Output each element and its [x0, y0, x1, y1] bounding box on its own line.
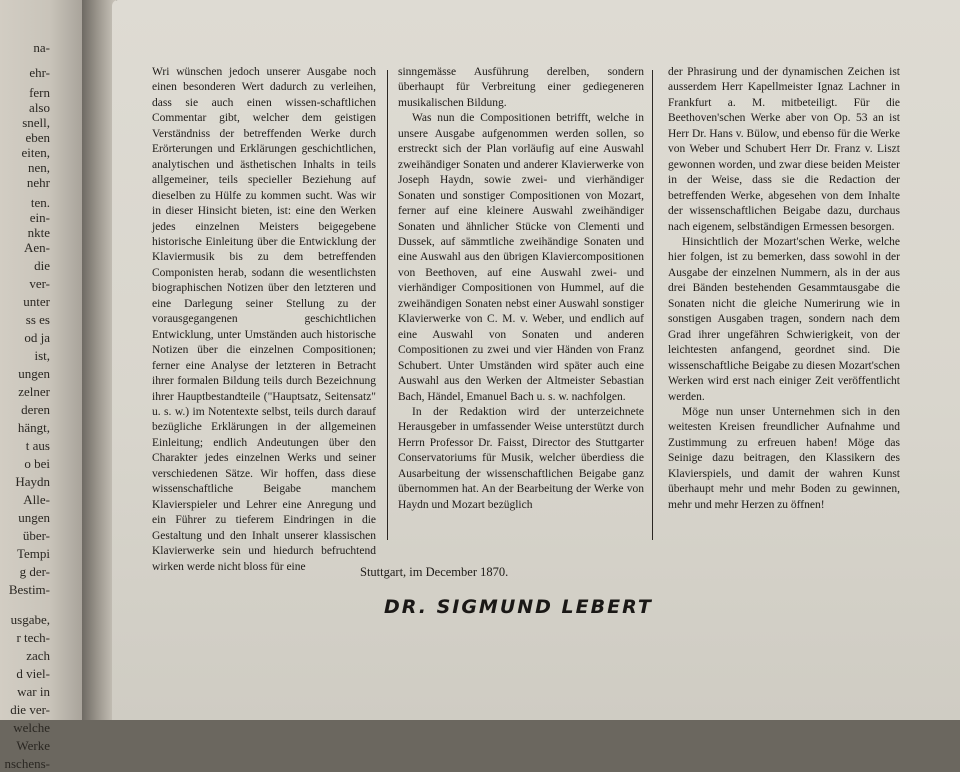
left-page-line: snell,	[22, 115, 50, 130]
left-page-line: eiten,	[21, 145, 50, 160]
text-column-3	[668, 65, 900, 513]
column-2-paragraph-3: In der Redaktion wird der unterzeichnete Herausgeber in umfassender Weise unterstützt durch Herrn Professor Dr. Faisst, Director des Stuttgarter Conservatoriums für Musik, welcher überdiess die Ausarbeitung der wissenschaftlichen Beigabe ganz übernommen hat. An der Bearbeitung der Werke von Haydn und Mozart bezüglich	[398, 405, 644, 511]
column-3-paragraph-3: Möge nun unser Unternehmen sich in den weitesten Kreisen freundlicher Aufnahme und Zustimmung zu erfreuen haben! Möge das Seinige dazu beitragen, den Klassikern des Klavierspiels, und damit der wahren Kunst überhaupt mehr und mehr Boden zu gewinnen, mehr und mehr Herzen zu öffnen!	[668, 405, 900, 511]
left-page-line: zach	[26, 648, 50, 663]
left-page-line: d viel-	[16, 666, 50, 681]
left-page-line: o bei	[24, 456, 50, 471]
left-page-line: Alle-	[23, 492, 50, 507]
column-2-paragraph-1: sinngemässe Ausführung derelben, sondern überhaupt für Verbreitung einer gediegeneren musikalischen Bildung.	[398, 66, 644, 109]
left-page-line: fern	[29, 85, 50, 100]
left-page-line: unter	[23, 294, 50, 309]
left-page-line: Aen-	[24, 240, 50, 255]
left-page-line: ehr-	[29, 65, 50, 80]
text-column-2	[398, 65, 644, 513]
left-page-line: die	[34, 258, 50, 273]
left-page-line: nehr	[26, 175, 50, 190]
left-page-line: ten.	[30, 195, 50, 210]
left-page-line: war in	[17, 684, 50, 699]
text-column-1	[152, 65, 376, 575]
dateline: Stuttgart, im December 1870.	[360, 565, 509, 579]
left-page-line: also	[29, 100, 50, 115]
left-page-line: ss es	[25, 312, 50, 327]
left-page-line: ungen	[18, 510, 50, 525]
left-page-line: deren	[21, 402, 50, 417]
left-page-line: hängt,	[17, 420, 50, 435]
left-page-line: Bestim-	[8, 582, 50, 597]
left-page-line: welche	[13, 720, 50, 735]
left-page-line: ein-	[29, 210, 50, 225]
left-page-line: ver-	[29, 276, 50, 291]
author-signature: DR. SIGMUND LEBERT	[384, 596, 653, 618]
left-page-line: die ver-	[10, 702, 50, 717]
main-page	[112, 0, 960, 720]
column-1-paragraph: Wri wünschen jedoch unserer Ausgabe noch einen besonderen Wert dadurch zu verleihen, dass sie auch einen wissen-schaftlichen Commentar gibt, welcher dem geistigen Verständniss der betreffenden Werke durch Erörterungen und Erklärungen geschichtlichen, analytischen und ästhetischen Inhalts in teils allgemeiner, teils specieller Beziehung auf dieselben zu Hülfe zu kommen sucht. Was wir in dieser Hinsicht bieten, ist: eine den Werken jedes einzelnen Meisters beigegebene historische Einleitung über die Entwicklung der Klaviermusik bis zu dem betreffenden Componisten herab, sodann die wesentlichsten biographischen Notizen über den letzteren und eine Darlegung seiner Stellung zu der vorausgegangenen geschichtlichen Entwicklung, unter Umständen auch historische Notizen über die einzelnen Compositionen; ferner eine Analyse der letzteren in Betracht ihrer formalen Bildung teils durch Bezeichnung ihrer Hauptbestandteile ("Hauptsatz, Seitensatz" u. s. w.) im Notentexte selbst, teils durch darauf bezügliche Erklärungen in der allgemeinen Einleitung; endlich Andeutungen über den Charakter jedes einzelnen Werks und seiner verschiedenen Sätze. Wir hoffen, dass diese wissenschaftliche Beigabe manchem Klavierspieler und Lehrer eine Anregung und ein Führer zu tieferem Eindringen in die Gestaltung und den Inhalt unserer klassischen Klavierwerke sein und hiedurch befruchtend wirken werde nicht bloss für eine	[152, 66, 376, 573]
left-page-line: usgabe,	[10, 612, 50, 627]
column-rule-2	[652, 70, 653, 540]
left-page-line: ungen	[18, 366, 50, 381]
left-page-line: Tempi	[16, 546, 50, 561]
column-3-paragraph-1: der Phrasirung und der dynamischen Zeichen ist ausserdem Herr Kapellmeister Ignaz Lachner in Frankfurt a. M. mitbeteiligt. Für die Beethoven'schen Werke aber von Op. 53 an ist Herr Dr. Hans v. Bülow, und ebenso für die Werke von Weber und Schubert Herr Dr. Franz v. Liszt gewonnen worden, und zwar diese beiden Meister in der Weise, dass sie die Redaction der betreffenden Werke, abgesehen von dem Inhalte der wissenschaftlichen Beigabe dazu, durchaus nach eigenem, selbständigen Ermessen besorgen.	[668, 66, 900, 233]
left-page-line: g der-	[19, 564, 50, 579]
left-page-line: od ja	[24, 330, 50, 345]
left-page-line: na-	[33, 40, 50, 55]
left-page-line: nschens-	[4, 756, 50, 771]
left-page-line: Werke	[16, 738, 50, 753]
column-rule-1	[387, 70, 388, 540]
left-page-line: r tech-	[16, 630, 50, 645]
book-gutter	[82, 0, 116, 720]
left-page-line: eben	[25, 130, 50, 145]
left-page-line: über-	[22, 528, 50, 543]
column-3-paragraph-2: Hinsichtlich der Mozart'schen Werke, welche hier folgen, ist zu bemerken, dass sowohl in der Ausgabe der einzelnen Nummern, als in der aus drei Bänden bestehenden Gesammtausgabe die Sonaten nicht die gleiche Numerirung wie in sonstigen Ausgaben tragen, sondern nach dem Grad ihrer ungefähren Schwierigkeit, von der leichtesten anfangend, geordnet sind. Die wissenschaftliche Beigabe zu diesen Mozart'schen Werken wird erst nach einiger Zeit veröffentlicht werden.	[668, 235, 900, 403]
left-facing-page	[0, 0, 82, 771]
left-page-line: nen,	[27, 160, 50, 175]
left-page-line: nkte	[27, 225, 50, 240]
left-page-line: zelner	[18, 384, 50, 399]
left-page-line: t aus	[25, 438, 50, 453]
left-page-line: ist,	[34, 348, 50, 363]
column-2-paragraph-2: Was nun die Compositionen betrifft, welche in unsere Ausgabe aufgenommen werden sollen, so erstreckt sich der Plan vorläufig auf eine Auswahl zweihändiger Sonaten und anderer Klavierwerke von Joseph Haydn, sowie zwei- und vierhändiger Sonaten und sonstiger Compositionen von Mozart, ferner auf eine kleinere Auswahl zweihändiger Sonaten und ähnlicher Stücke von Clementi und Dussek, auf sämmtliche zweihändige Sonaten und eine Auswahl aus den übrigen Klaviercompositionen von Beethoven, auf eine Auswahl zwei- und vierhändiger Compositionen von Hummel, auf die zweihändigen Sonaten nebst einer Auswahl sonstiger Klavierwerke von C. M. v. Weber, und endlich auf eine Auswahl von Sonaten und anderen Compositionen zu zwei und vier Händen von Franz Schubert. Unter Umständen wird später auch eine Auswahl aus den Werken der Altmeister Sebastian Bach, Händel, Emanuel Bach u. s. w. nachfolgen.	[398, 112, 644, 403]
left-page-line: Haydn	[15, 474, 50, 489]
